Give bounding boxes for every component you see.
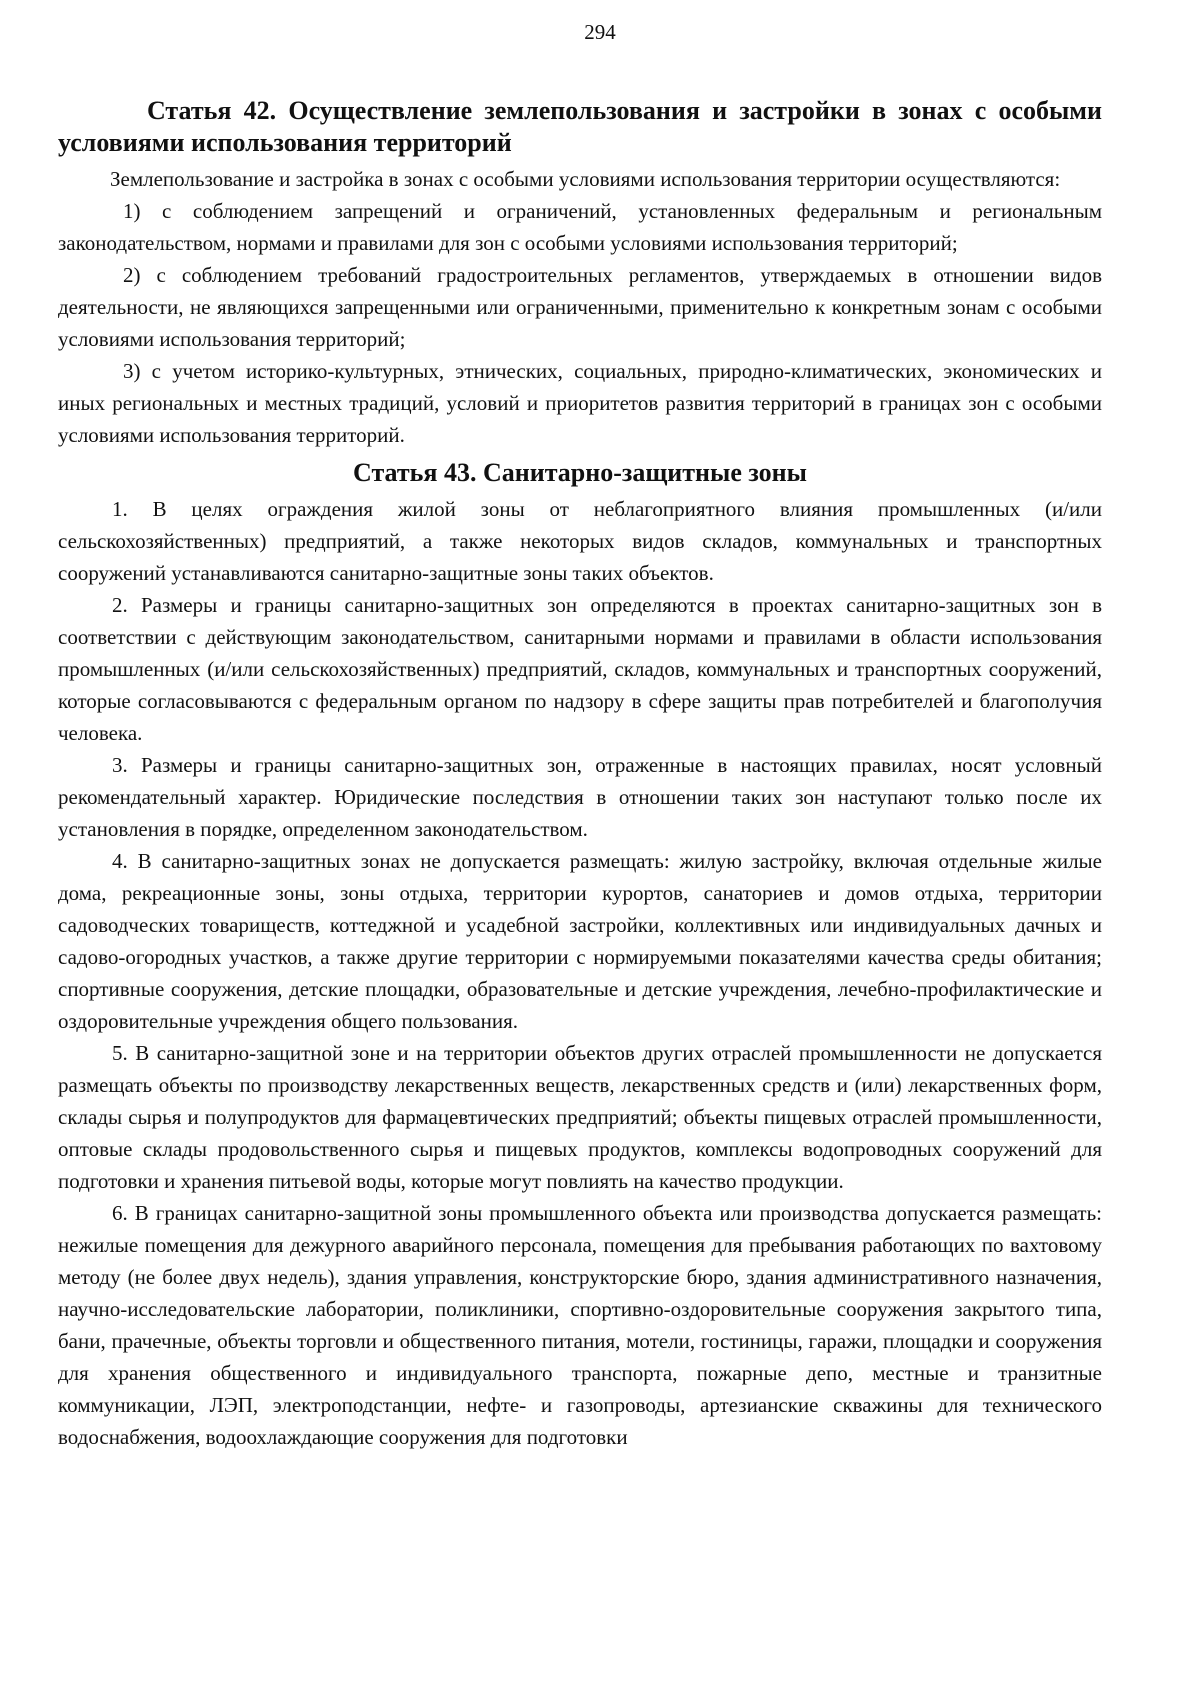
article-43-paragraph-3: 3. Размеры и границы санитарно-защитных зон, отраженные в настоящих правилах, носят условный рекомендательный характер. Юридические последствия в отношении таких зон наступают только после их установления в порядке, определенном законодательством. (58, 753, 1102, 841)
article-43-paragraph-1: 1. В целях ограждения жилой зоны от неблагоприятного влияния промышленных (и/или сельскохозяйственных) предприятий, а также некоторых видов складов, коммунальных и транспортных сооружений устанавливаются санитарно-защитные зоны таких объектов. (58, 497, 1102, 585)
article-43-paragraph-6: 6. В границах санитарно-защитной зоны промышленного объекта или производства допускается размещать: нежилые помещения для дежурного аварийного персонала, помещения для пребывания работающих по вахтовому методу (не более двух недель), здания управления, конструкторские бюро, здания административного назначения, научно-исследовательские лаборатории, поликлиники, спортивно-оздоровительные сооружения закрытого типа, бани, прачечные, объекты торговли и общественного питания, мотели, гостиницы, гаражи, площадки и сооружения для хранения общественного и индивидуального транспорта, пожарные депо, местные и транзитные коммуникации, ЛЭП, электроподстанции, нефте- и газопроводы, артезианские скважины для технического водоснабжения, водоохлаждающие сооружения для подготовки (58, 1201, 1102, 1449)
article-43-paragraph-2: 2. Размеры и границы санитарно-защитных зон определяются в проектах санитарно-защитных зон в соответствии с действующим законодательством, санитарными нормами и правилами в области использования промышленных (и/или сельскохозяйственных) предприятий, складов, коммунальных и транспортных сооружений, которые согласовываются с федеральным органом по надзору в сфере защиты прав потребителей и благополучия человека. (58, 593, 1102, 745)
page-number: 294 (584, 20, 616, 44)
article-43-paragraph-5: 5. В санитарно-защитной зоне и на территории объектов других отраслей промышленности не допускается размещать объекты по производству лекарственных веществ, лекарственных средств и (или) лекарственных форм, склады сырья и полупродуктов для фармацевтических предприятий; объекты пищевых отраслей промышленности, оптовые склады продовольственного сырья и пищевых продуктов, комплексы водопроводных сооружений для подготовки и хранения питьевой воды, которые могут повлиять на качество продукции. (58, 1041, 1102, 1193)
article-43-paragraph-4: 4. В санитарно-защитных зонах не допускается размещать: жилую застройку, включая отдельные жилые дома, рекреационные зоны, зоны отдыха, территории курортов, санаториев и домов отдыха, территории садоводческих товариществ, коттеджной и усадебной застройки, коллективных или индивидуальных дачных и садово-огородных участков, а также другие территории с нормируемыми показателями качества среды обитания; спортивные сооружения, детские площадки, образовательные и детские учреждения, лечебно-профилактические и оздоровительные учреждения общего пользования. (58, 849, 1102, 1033)
article-42-item-3: 3) с учетом историко-культурных, этнических, социальных, природно-климатических, экономических и иных региональных и местных традиций, условий и приоритетов развития территорий в границах зон с особыми условиями использования территорий. (58, 359, 1102, 447)
article-42-item-2: 2) с соблюдением требований градостроительных регламентов, утверждаемых в отношении видов деятельности, не являющихся запрещенными или ограниченными, применительно к конкретным зонам с особыми условиями использования территорий; (58, 263, 1102, 351)
article-42-item-1: 1) с соблюдением запрещений и ограничений, установленных федеральным и региональным законодательством, нормами и правилами для зон с особыми условиями использования территорий; (58, 199, 1102, 255)
article-43-heading: Статья 43. Санитарно-защитные зоны (353, 458, 807, 487)
article-42-intro: Землепользование и застройка в зонах с особыми условиями использования территории осуществляются: (110, 167, 1061, 191)
document-body (58, 95, 1102, 1453)
article-42-heading: Статья 42. Осуществление землепользования и застройки в зонах с особыми условиями использования территорий (58, 96, 1102, 157)
